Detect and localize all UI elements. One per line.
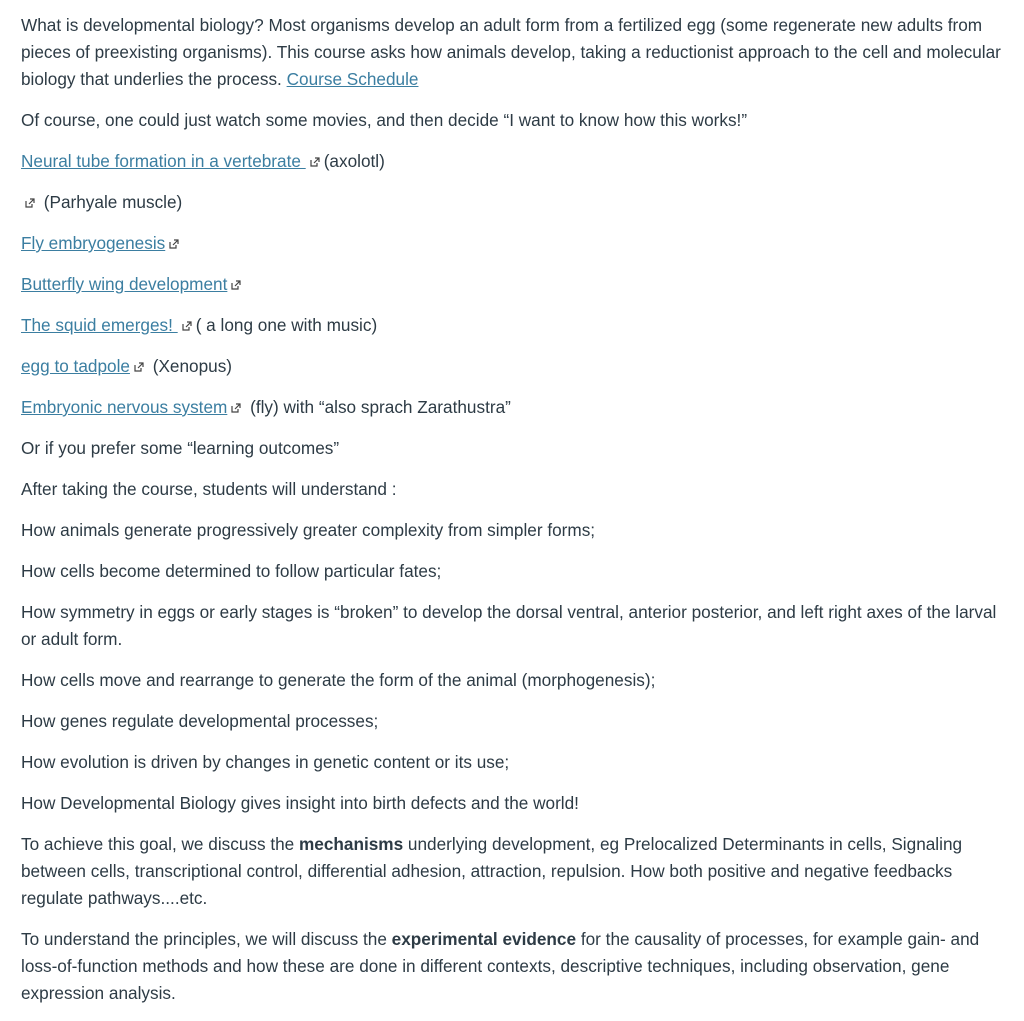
movie-note: (Parhyale muscle) <box>39 192 183 212</box>
external-link-icon[interactable] <box>24 197 36 209</box>
principles-paragraph <box>21 926 1006 1007</box>
movie-link[interactable]: The squid emerges! <box>21 315 178 335</box>
movie-item <box>21 230 1006 257</box>
page-content <box>21 12 1006 1021</box>
movie-note: (Xenopus) <box>147 356 233 376</box>
movie-link[interactable]: Embryonic nervous system <box>21 397 228 417</box>
movie-item <box>21 394 1006 421</box>
external-link-icon[interactable] <box>230 279 242 291</box>
movie-link[interactable]: egg to tadpole <box>21 356 130 376</box>
movie-note: ( a long one with music) <box>195 315 378 335</box>
movies-intro: Of course, one could just watch some movies, and then decide “I want to know how this works!” <box>21 110 748 130</box>
movie-item <box>21 353 1006 380</box>
principles-text-end: for the causality of processes, for example gain- and loss-of-function methods and how these are done in different contexts, descriptive techniques, including observation, gene expression analysis. <box>21 929 980 1003</box>
goal-bold: mechanisms <box>299 834 404 854</box>
intro-text: What is developmental biology? Most organisms develop an adult form from a fertilized egg (some regenerate new adults from pieces of preexisting organisms). This course asks how animals develop, taking a reductionist approach to the cell and molecular biology that underlies the process. <box>21 15 1001 89</box>
intro-paragraph <box>21 12 1006 93</box>
external-link-icon[interactable] <box>181 320 193 332</box>
movie-link[interactable]: Neural tube formation in a vertebrate <box>21 151 306 171</box>
movie-link[interactable]: Butterfly wing development <box>21 274 228 294</box>
outcomes-intro: Or if you prefer some “learning outcomes” <box>21 438 340 458</box>
outcome-item: How cells become determined to follow particular fates; <box>21 561 442 581</box>
external-link-icon[interactable] <box>168 238 180 250</box>
movie-item <box>21 189 1006 216</box>
movie-note: (axolotl) <box>323 151 385 171</box>
outcome-item: How symmetry in eggs or early stages is “broken” to develop the dorsal ventral, anterior posterior, and left right axes of the larval or adult form. <box>21 602 997 649</box>
course-schedule-link[interactable]: Course Schedule <box>286 69 419 89</box>
external-link-icon[interactable] <box>309 156 321 168</box>
principles-text: To understand the principles, we will discuss the <box>21 929 392 949</box>
external-link-icon[interactable] <box>133 361 145 373</box>
movie-item <box>21 271 1006 298</box>
goal-text-end: underlying development, eg Prelocalized Determinants in cells, Signaling between cells, transcriptional control, differential adhesion, attraction, repulsion. How both positive and negative feedbacks regulate pathways....etc. <box>21 834 963 908</box>
goal-text: To achieve this goal, we discuss the <box>21 834 300 854</box>
goal-paragraph <box>21 831 1006 912</box>
outcome-item: How Developmental Biology gives insight into birth defects and the world! <box>21 793 579 813</box>
movie-item <box>21 148 1006 175</box>
outcome-item: How animals generate progressively greater complexity from simpler forms; <box>21 520 596 540</box>
movie-link[interactable]: Fly embryogenesis <box>21 233 166 253</box>
movie-item <box>21 312 1006 339</box>
after-course: After taking the course, students will understand : <box>21 479 397 499</box>
external-link-icon[interactable] <box>230 402 242 414</box>
outcome-item: How cells move and rearrange to generate the form of the animal (morphogenesis); <box>21 670 656 690</box>
outcome-item: How genes regulate developmental processes; <box>21 711 379 731</box>
movie-note: (fly) with “also sprach Zarathustra” <box>245 397 511 417</box>
principles-bold: experimental evidence <box>391 929 577 949</box>
outcome-item: How evolution is driven by changes in genetic content or its use; <box>21 752 510 772</box>
